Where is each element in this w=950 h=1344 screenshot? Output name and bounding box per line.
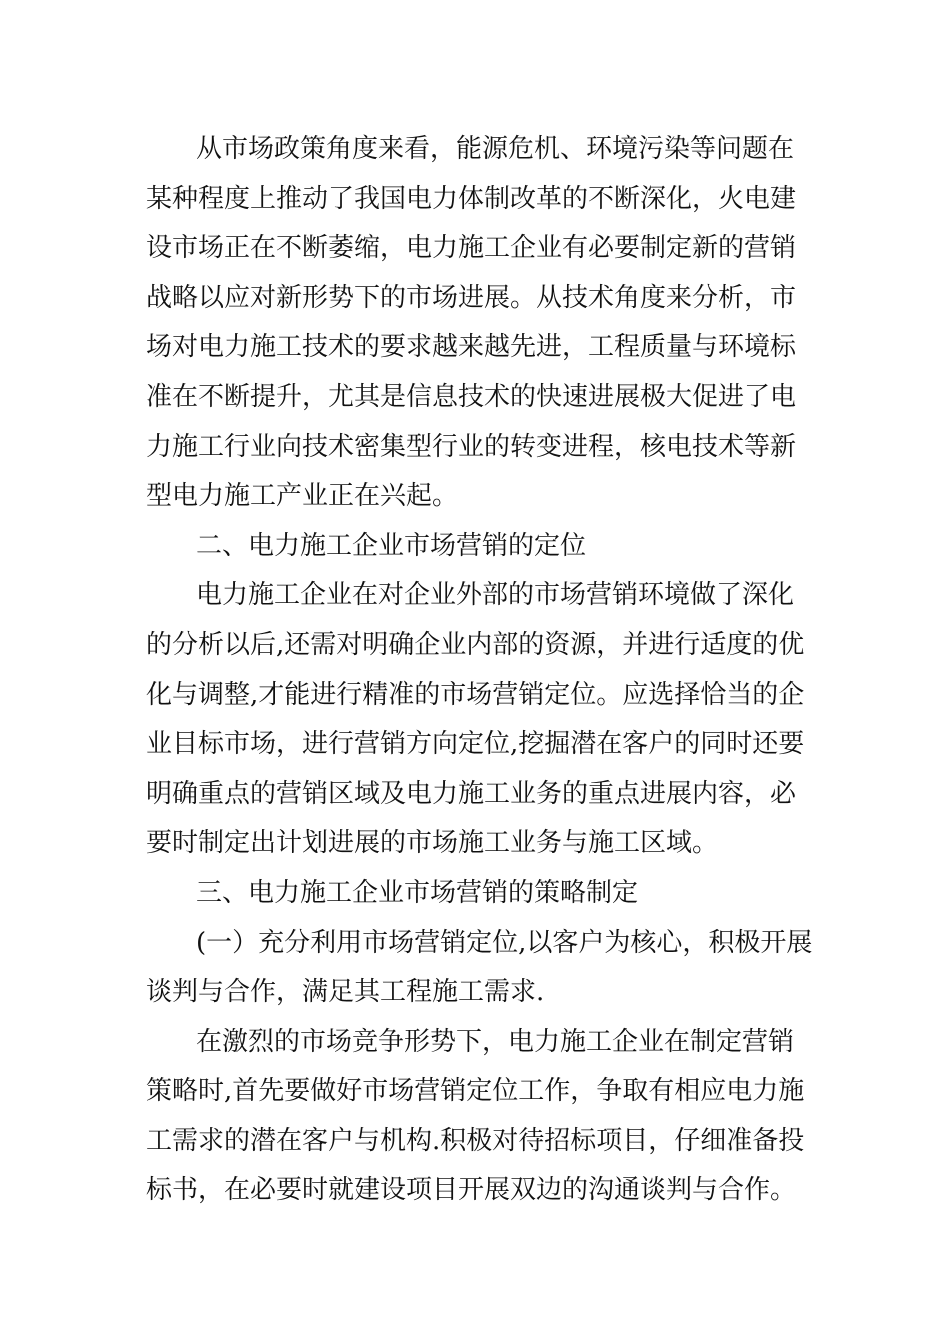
- text-line: 要时制定出计划进展的市场施工业务与施工区域。: [146, 828, 719, 859]
- text-line: 准在不断提升，尤其是信息技术的快速进展极大促进了电: [146, 381, 797, 412]
- text-line: 电力施工企业在对企业外部的市场营销环境做了深化: [196, 580, 795, 611]
- text-line: 在激烈的市场竞争形势下，电力施工企业在制定营销: [196, 1026, 795, 1057]
- document-body: [146, 125, 813, 1216]
- text-line: 的分析以后,还需对明确企业内部的资源，并进行适度的优: [146, 629, 805, 660]
- section-heading: 三、电力施工企业市场营销的策略制定: [196, 877, 639, 908]
- text-line: 场对电力施工技术的要求越来越先进，工程质量与环境标: [146, 332, 797, 363]
- text-line: 力施工行业向技术密集型行业的转变进程，核电技术等新: [146, 431, 797, 462]
- text-line: 工需求的潜在客户与机构.积极对待招标项目，仔细准备投: [146, 1125, 805, 1156]
- text-line: 从市场政策角度来看，能源危机、环境污染等问题在: [196, 134, 795, 164]
- text-line: 某种程度上推动了我国电力体制改革的不断深化，火电建: [146, 183, 797, 214]
- section-heading: 二、电力施工企业市场营销的定位: [196, 530, 587, 561]
- text-line: 标书，在必要时就建设项目开展双边的沟通谈判与合作。: [146, 1175, 797, 1206]
- subsection-heading: (一）充分利用市场营销定位,以客户为核心，积极开展: [196, 927, 813, 958]
- text-line: 战略以应对新形势下的市场进展。从技术角度来分析，市: [146, 282, 797, 313]
- text-line: 型电力施工产业正在兴起。: [146, 481, 459, 512]
- text-line: 明确重点的营销区域及电力施工业务的重点进展内容，必: [146, 778, 797, 809]
- subsection-heading: 谈判与合作，满足其工程施工需求.: [146, 977, 545, 1008]
- text-line: 设市场正在不断萎缩，电力施工企业有必要制定新的营销: [146, 233, 797, 264]
- text-line: 化与调整,才能进行精准的市场营销定位。应选择恰当的企: [146, 679, 805, 710]
- text-line: 业目标市场，进行营销方向定位,挖掘潜在客户的同时还要: [146, 729, 805, 760]
- text-line: 策略时,首先要做好市场营销定位工作，争取有相应电力施: [146, 1076, 805, 1107]
